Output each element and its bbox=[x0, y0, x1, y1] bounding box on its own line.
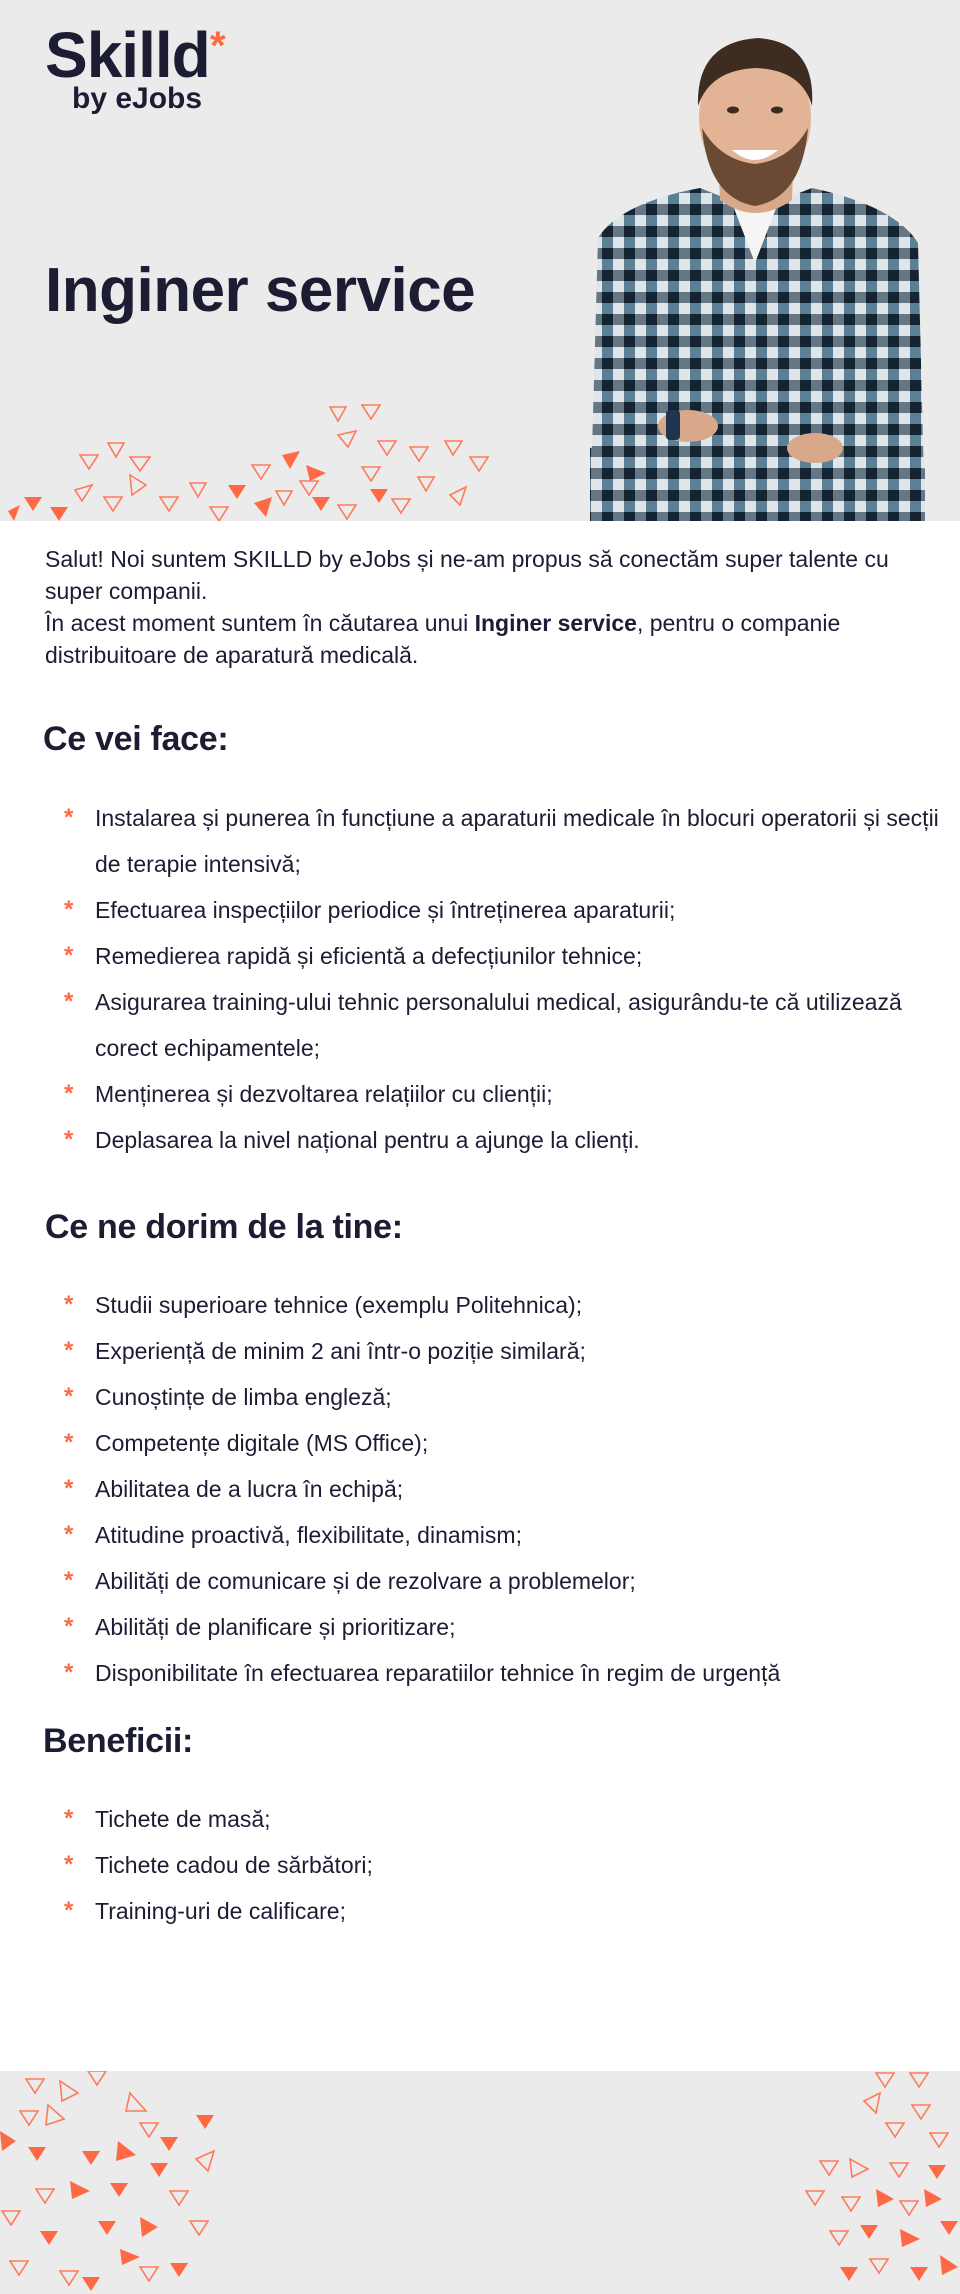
triangle-pattern-decoration bbox=[0, 385, 500, 521]
skilld-logo bbox=[45, 19, 226, 115]
intro-text-after: , pentru o companie distribuitoare de aparatură medicală. bbox=[45, 610, 841, 668]
bullet-asterisk-icon: * bbox=[64, 1126, 74, 1153]
job-title: Inginer service bbox=[45, 256, 476, 325]
list-item-text: Experiență de minim 2 ani într-o poziție similară; bbox=[95, 1338, 586, 1364]
logo-asterisk: * bbox=[210, 24, 226, 68]
list-item-text: Cunoștințe de limba engleză; bbox=[95, 1384, 392, 1410]
bullet-asterisk-icon: * bbox=[64, 1805, 74, 1832]
list-item bbox=[60, 795, 940, 887]
list-item-text: Abilități de planificare și prioritizare; bbox=[95, 1614, 456, 1640]
list-item bbox=[60, 933, 940, 979]
section-title-benefits: Beneficii: bbox=[43, 1722, 194, 1760]
bullet-asterisk-icon: * bbox=[64, 1291, 74, 1318]
list-item bbox=[60, 1512, 940, 1558]
list-item-text: Competențe digitale (MS Office); bbox=[95, 1430, 429, 1456]
list-item bbox=[60, 1466, 940, 1512]
list-item-text: Tichete de masă; bbox=[95, 1806, 271, 1832]
list-item-text: Asigurarea training-ului tehnic personalului medical, asigurându-te că utilizează corect echipamentele; bbox=[95, 989, 902, 1061]
bullet-asterisk-icon: * bbox=[64, 988, 74, 1015]
bullet-asterisk-icon: * bbox=[64, 1337, 74, 1364]
list-item-text: Abilități de comunicare și de rezolvare a problemelor; bbox=[95, 1568, 636, 1594]
bullet-asterisk-icon: * bbox=[64, 1475, 74, 1502]
triangle-pattern-left-decoration bbox=[0, 2071, 240, 2294]
logo-subtitle: by eJobs bbox=[72, 82, 203, 115]
list-item bbox=[60, 1796, 940, 1842]
bullet-asterisk-icon: * bbox=[64, 1383, 74, 1410]
bullet-asterisk-icon: * bbox=[64, 1521, 74, 1548]
list-item bbox=[60, 1604, 940, 1650]
responsibilities-list bbox=[60, 795, 940, 1163]
list-item bbox=[60, 1558, 940, 1604]
intro-paragraph-2 bbox=[45, 607, 925, 671]
intro-text-before: În acest moment suntem în căutarea unui bbox=[45, 610, 475, 636]
list-item bbox=[60, 1117, 940, 1163]
bullet-asterisk-icon: * bbox=[64, 1897, 74, 1924]
bullet-asterisk-icon: * bbox=[64, 1080, 74, 1107]
list-item-text: Training-uri de calificare; bbox=[95, 1898, 346, 1924]
list-item-text: Studii superioare tehnice (exemplu Politehnica); bbox=[95, 1292, 583, 1318]
list-item bbox=[60, 1842, 940, 1888]
list-item-text: Menținerea și dezvoltarea relațiilor cu clienții; bbox=[95, 1081, 553, 1107]
logo-wordmark: Skilld bbox=[45, 19, 210, 91]
triangle-pattern-right-decoration bbox=[800, 2071, 960, 2294]
bullet-asterisk-icon: * bbox=[64, 896, 74, 923]
list-item-text: Deplasarea la nivel național pentru a ajunge la clienți. bbox=[95, 1127, 640, 1153]
bullet-asterisk-icon: * bbox=[64, 1659, 74, 1686]
list-item-text: Disponibilitate în efectuarea reparatiilor tehnice în regim de urgență bbox=[95, 1660, 781, 1686]
list-item-text: Remedierea rapidă și eficientă a defecțiunilor tehnice; bbox=[95, 943, 643, 969]
bullet-asterisk-icon: * bbox=[64, 942, 74, 969]
bullet-asterisk-icon: * bbox=[64, 1567, 74, 1594]
section-title-requirements: Ce ne dorim de la tine: bbox=[45, 1208, 403, 1246]
list-item bbox=[60, 1888, 940, 1934]
bullet-asterisk-icon: * bbox=[64, 1851, 74, 1878]
intro-job-title-bold: Inginer service bbox=[474, 610, 637, 636]
list-item bbox=[60, 1650, 940, 1696]
list-item bbox=[60, 1420, 940, 1466]
intro-text bbox=[45, 543, 925, 671]
section-title-responsibilities: Ce vei face: bbox=[43, 720, 229, 758]
list-item-text: Instalarea și punerea în funcțiune a aparaturii medicale în blocuri operatorii și secții de terapie intensivă; bbox=[95, 805, 939, 877]
hero-banner bbox=[0, 0, 960, 521]
intro-paragraph-1: Salut! Noi suntem SKILLD by eJobs și ne-am propus să conectăm super talente cu super companii. bbox=[45, 546, 889, 604]
list-item-text: Atitudine proactivă, flexibilitate, dinamism; bbox=[95, 1522, 522, 1548]
list-item bbox=[60, 1374, 940, 1420]
benefits-list bbox=[60, 1796, 940, 1934]
list-item bbox=[60, 1071, 940, 1117]
smiling-man-photo bbox=[580, 28, 930, 521]
list-item bbox=[60, 887, 940, 933]
bullet-asterisk-icon: * bbox=[64, 1429, 74, 1456]
list-item-text: Abilitatea de a lucra în echipă; bbox=[95, 1476, 404, 1502]
bullet-asterisk-icon: * bbox=[64, 804, 74, 831]
list-item bbox=[60, 979, 940, 1071]
bullet-asterisk-icon: * bbox=[64, 1613, 74, 1640]
list-item bbox=[60, 1328, 940, 1374]
list-item bbox=[60, 1282, 940, 1328]
list-item-text: Efectuarea inspecțiilor periodice și întreținerea aparaturii; bbox=[95, 897, 676, 923]
list-item-text: Tichete cadou de sărbători; bbox=[95, 1852, 373, 1878]
requirements-list bbox=[60, 1282, 940, 1696]
footer-banner bbox=[0, 2071, 960, 2294]
